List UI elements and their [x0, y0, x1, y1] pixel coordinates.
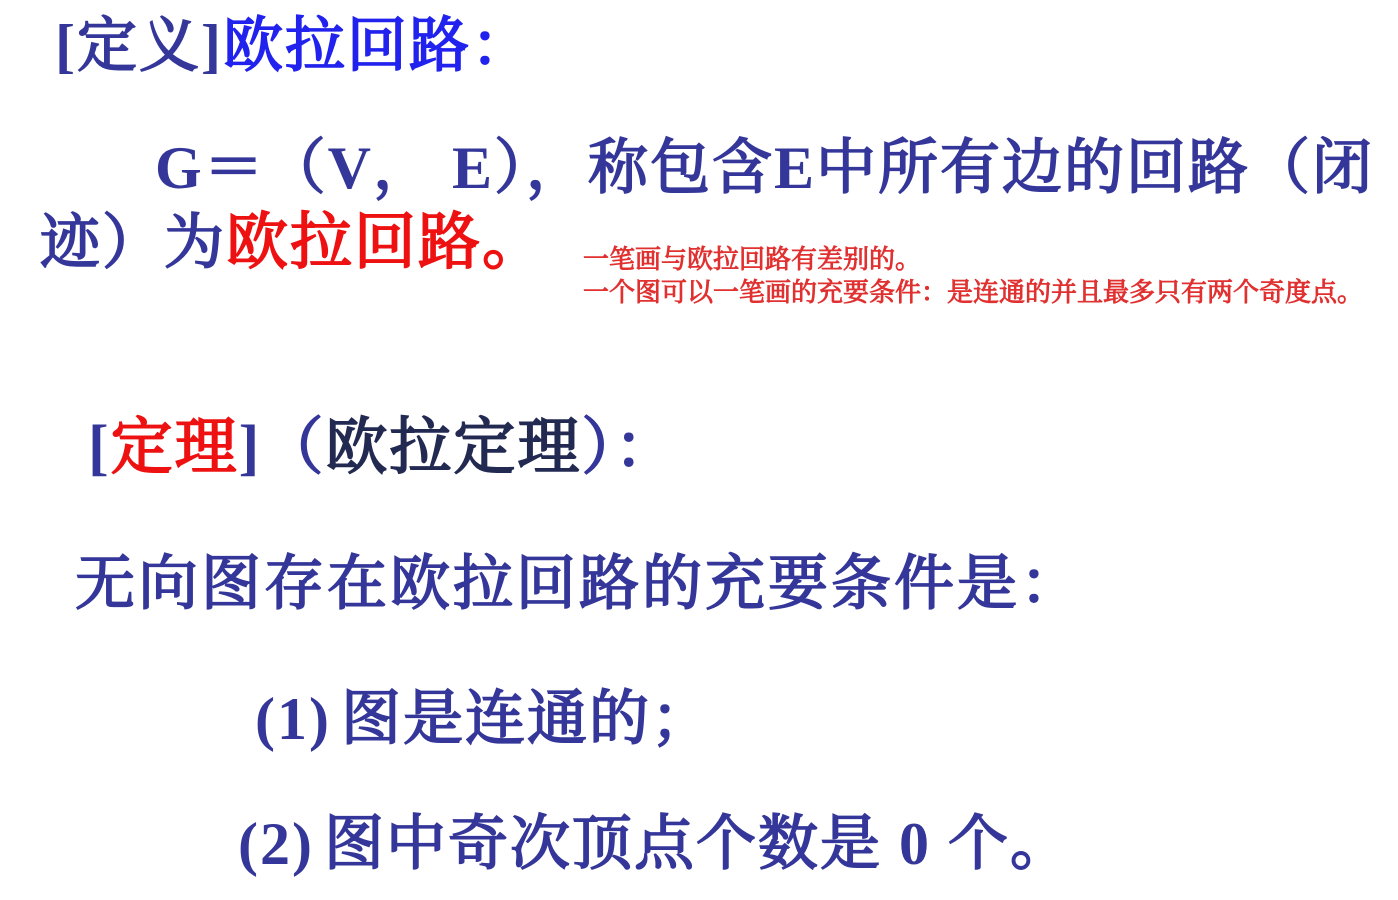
definition-body-line1: G＝（V， E），称包含E中所有边的回路（闭	[155, 135, 1375, 201]
theorem-heading	[88, 413, 678, 484]
annotation-line2: 一个图可以一笔画的充要条件：是连通的并且最多只有两个奇度点。	[583, 277, 1364, 307]
euler-circuit-term: 欧拉回路。	[226, 209, 547, 277]
theorem-close-bracket: ]	[238, 414, 262, 482]
theorem-colon: ：	[614, 414, 679, 482]
condition-item-2	[238, 810, 1072, 879]
definition-body-line2	[40, 208, 546, 279]
annotation-note	[583, 243, 1363, 309]
theorem-paren-close: ）	[581, 414, 615, 482]
theorem-keyword: 定理	[110, 414, 239, 482]
condition-1-number: (1)	[255, 686, 331, 752]
theorem-name: 欧拉定理	[325, 414, 582, 482]
condition-item-1	[255, 685, 713, 754]
definition-body-line2-lead: 迹）为	[40, 210, 226, 276]
annotation-line1: 一笔画与欧拉回路有差别的。	[583, 244, 922, 274]
definition-heading	[55, 12, 533, 81]
definition-bracket-label: [定义]	[55, 13, 223, 79]
condition-2-text: 图中奇次顶点个数是 0 个。	[323, 811, 1072, 877]
theorem-paren-open: （	[261, 414, 326, 482]
theorem-open-bracket: [	[88, 414, 111, 482]
condition-1-text: 图是连通的；	[340, 686, 713, 752]
definition-title: 欧拉回路：	[222, 13, 533, 79]
theorem-statement: 无向图存在欧拉回路的充要条件是：	[75, 551, 1083, 617]
condition-2-number: (2)	[238, 811, 314, 877]
